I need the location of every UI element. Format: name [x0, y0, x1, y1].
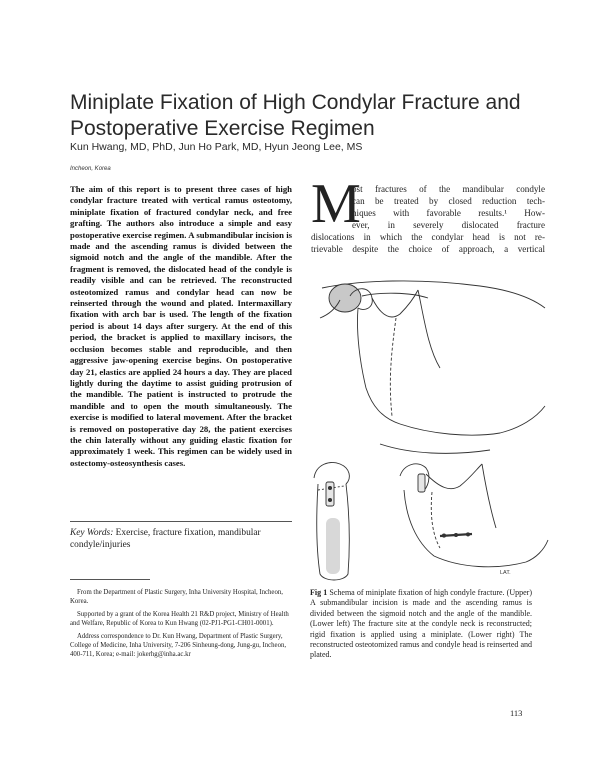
author-location: Incheon, Korea: [70, 166, 111, 172]
keywords-block: [70, 521, 292, 551]
drop-cap: M: [311, 173, 361, 235]
figure-annotation: LAT.: [500, 570, 511, 576]
glenoid-fossa: [329, 284, 361, 312]
ramus-posterior-border: [357, 308, 400, 424]
osteotomy-line-right: [431, 492, 440, 548]
ramus-shading: [326, 518, 340, 574]
body-line: can be treated by closed reduction tech-: [352, 196, 545, 206]
body-line: ost fractures of the mandibular condyle: [352, 184, 545, 194]
footnote-affiliation: From the Department of Plastic Surgery, Inha University Hospital, Incheon, Korea.: [70, 589, 283, 605]
plate-screw: [466, 533, 469, 536]
article-title: Miniplate Fixation of High Condylar Fracture and Postoperative Exercise Regimen: [70, 91, 521, 141]
footnotes: [70, 588, 292, 663]
sigmoid-notch-right: [426, 464, 482, 489]
plate-screw: [454, 533, 457, 536]
page-number: 113: [510, 708, 523, 718]
figure-caption: [310, 588, 532, 661]
figure-lower-right-panel: [400, 464, 548, 567]
figure-schema: [300, 278, 550, 584]
osteotomy-line: [390, 318, 396, 416]
mandible-lower-border-right: [434, 540, 548, 567]
body-line: trievable despite the choice of approach, a vertical: [311, 244, 545, 254]
footnote-funding: Supported by a grant of the Korea Health 21 R&D project, Ministry of Health and Welfare, Republic of Korea to Kun Hwang (02-PJ1-PG1-CH01-0001).: [70, 611, 289, 627]
body-line: ever, in severely dislocated fracture: [352, 220, 545, 230]
coronoid-process: [418, 290, 440, 368]
submandibular-incision: [380, 444, 490, 453]
keywords-text: Exercise, fracture fixation, mandibular condyle/injuries: [70, 528, 261, 550]
abstract: The aim of this report is to present three cases of high condylar fracture treated with vertical ramus osteotomy, miniplate fixation of fractured condylar neck, and free grafting. The authors also introduce a simple and easy postoperative exercise regimen. A submandibular incision is made and the ascending ramus is divided between the sigmoid notch and the angle of the mandible. After the fragment is removed, the dislocated head of the condyle is readily visible and can be retrieved. The reconstructed osteotomized ramus and condylar head can now be reinserted through the wound and plated. Intermaxillary fixation with arch bar is used. The length of the fixation period is about 14 days after surgery. At the end of this period, the bracket is applied to maxillary incisors, the occlusion becomes stable and reproducible, and then aggressive jaw-opening exercise begins. On postoperative day 21, elastics are applied 24 hours a day. They are placed lightly during the daytime to assist guiding protrusion of the mandible. The patient is instructed to protrude the mandible and to open the mouth simultaneously. The exercise is modified to lateral movement. After the bracket is removed on postoperative day 28, the patient exercises the chin laterally without any guiding elastic fixation for approximately 1 week. This regimen can be widely used in ostectomy-osteosynthesis cases.: [70, 184, 292, 468]
figure-lower-left-panel: [314, 463, 349, 580]
footnote-correspondence: Address correspondence to Dr. Kun Hwang, Department of Plastic Surgery, College of Medicine, Inha University, 7-206 Sinheung-dong, Jung-gu, Incheon, 400-711, Korea; e-mail: jokerhg@inha.ac.kr: [70, 633, 287, 658]
figure-caption-text: Schema of miniplate fixation of high condyle fracture. (Upper) A submandibular incision is made and the ascending ramus is divided between the sigmoid notch and the angle of the mandible. (Lower left) The fracture site at the condyle neck is reconstructed; rigid fixation is applied using a miniplate. (Lower right) The reconstructed osteotomized ramus and condyle head is reinserted and plated.: [310, 588, 532, 660]
author-list: Kun Hwang, MD, PhD, Jun Ho Park, MD, Hyun Jeong Lee, MS: [70, 141, 363, 153]
figure-upper-panel: [320, 281, 545, 453]
plate-screw: [442, 534, 445, 537]
condyle-fragment-head: [314, 463, 349, 484]
mandible-lower-border: [400, 406, 545, 435]
ramus-posterior-right: [404, 490, 434, 556]
footnote-divider: [70, 579, 150, 580]
body-line: dislocations in which the condylar head is not re-: [311, 232, 545, 242]
figure-label: Fig 1: [310, 588, 328, 597]
keywords-label: Key Words:: [70, 528, 114, 538]
miniplate: [326, 482, 334, 506]
plate-screw: [328, 498, 331, 501]
miniplate-right: [418, 474, 425, 492]
body-line: niques with favorable results.¹ How-: [352, 208, 545, 218]
plate-screw: [328, 486, 331, 489]
coronoid-right: [482, 464, 496, 528]
